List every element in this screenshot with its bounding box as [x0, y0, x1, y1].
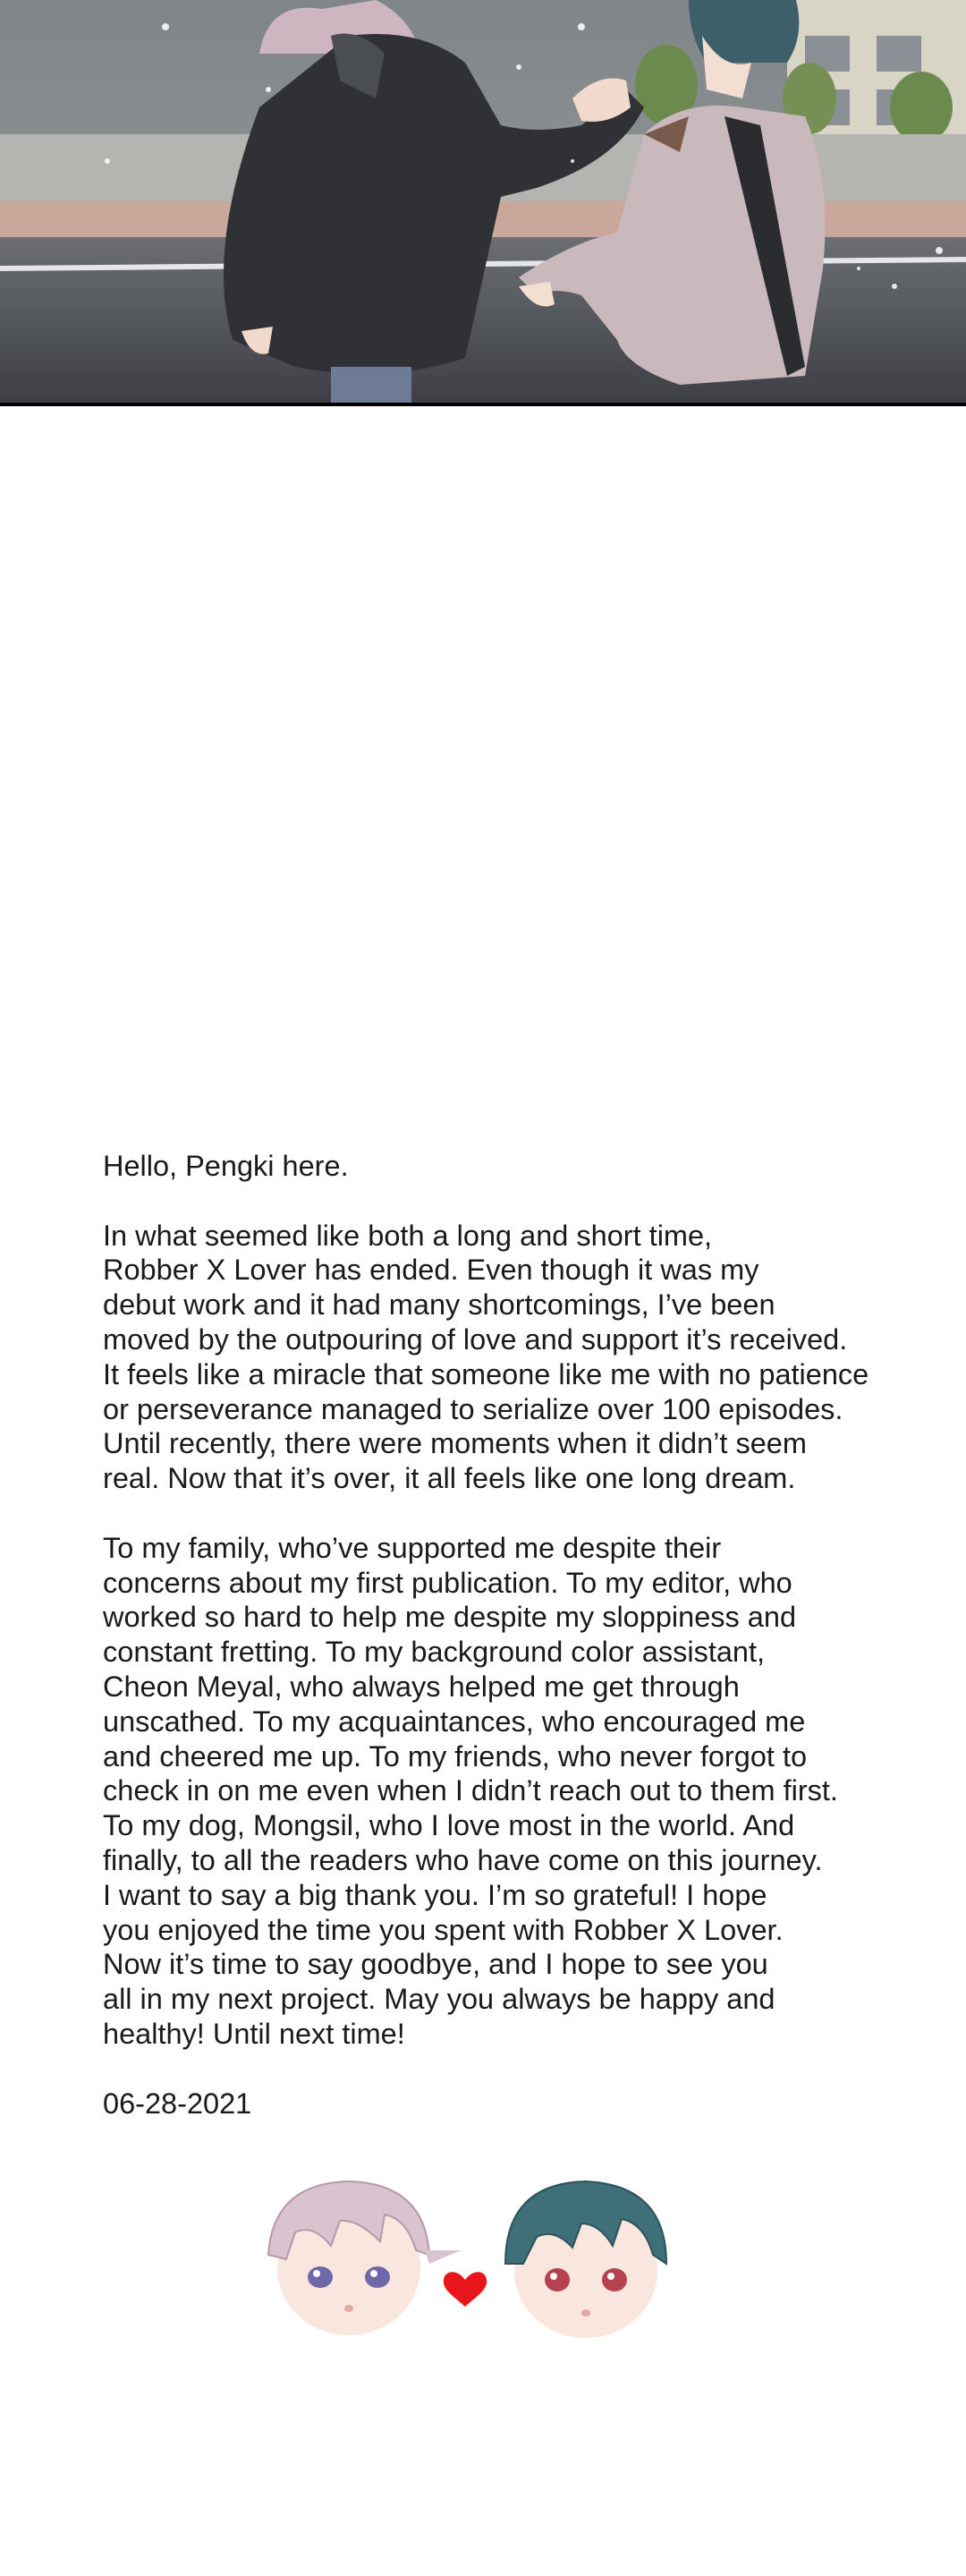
text-line: moved by the outpouring of love and support it’s received. [103, 1322, 848, 1356]
text-line: and cheered me up. To my friends, who never forgot to [103, 1739, 808, 1773]
text-line: constant fretting. To my background color assistant, [103, 1636, 766, 1669]
text-line: real. Now that it’s over, it all feels like one long dream. [103, 1462, 796, 1495]
text-line: I want to say a big thank you. I’m so grateful! I hope [103, 1878, 767, 1911]
text-line: It feels like a miracle that someone like me with no patience [103, 1357, 869, 1390]
text-line: worked so hard to help me despite my sloppiness and [103, 1601, 797, 1634]
text-line: Until recently, there were moments when it didn’t seem [103, 1427, 807, 1460]
tree [890, 72, 953, 143]
text-line: Cheon Meyal, who always helped me get through [103, 1670, 740, 1703]
date: 06-28-2021 [103, 2087, 252, 2120]
text-line: Now it’s time to say goodbye, and I hope to see you [103, 1948, 768, 1981]
chibi-right-face [505, 2181, 666, 2338]
greeting: Hello, Pengki here. [103, 1150, 349, 1182]
text-line: check in on me even when I didn’t reach out to them first. [103, 1774, 838, 1807]
text-line: To my dog, Mongsil, who I love most in the world. And [103, 1809, 795, 1842]
text-line: Robber X Lover has ended. Even though it was my [103, 1254, 759, 1287]
paragraph-2 [103, 1531, 890, 2052]
text-line: you enjoyed the time you spent with Robber X Lover. [103, 1913, 784, 1946]
text-line: concerns about my first publication. To my editor, who [103, 1566, 792, 1599]
heart-icon [444, 2272, 487, 2307]
paragraph-1 [103, 1219, 890, 1496]
comic-scene [0, 0, 966, 403]
text-line: healthy! Until next time! [103, 2017, 405, 2050]
chibi-faces [250, 2165, 680, 2344]
text-line: finally, to all the readers who have come on this journey. [103, 1843, 823, 1876]
chibi-left-face [268, 2181, 461, 2335]
text-line: or perseverance managed to serialize over 100 episodes. [103, 1392, 843, 1425]
text-line: To my family, who’ve supported me despite their [103, 1531, 722, 1564]
text-line: all in my next project. May you always be happy and [103, 1983, 775, 2016]
chibi-illustration [250, 2165, 680, 2344]
comic-panel-illustration [0, 0, 966, 406]
text-line: In what seemed like both a long and short time, [103, 1219, 713, 1252]
afterword-text [103, 1149, 890, 2155]
text-line: debut work and it had many shortcomings, I’ve been [103, 1288, 775, 1322]
text-line: unscathed. To my acquaintances, who encouraged me [103, 1705, 806, 1738]
